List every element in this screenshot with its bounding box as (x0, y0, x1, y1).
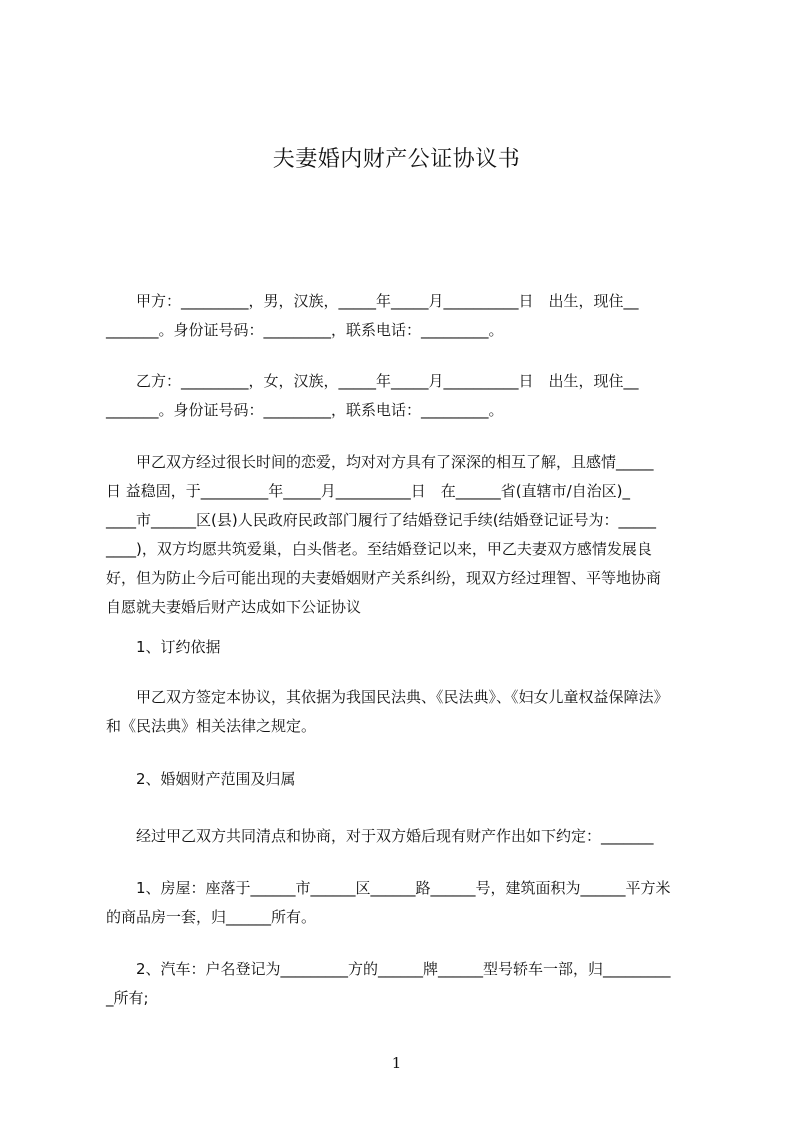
intro-line-3: ____市______区(县)人民政府民政部门履行了结婚登记手续(结婚登记证号为：_____ (106, 511, 657, 529)
section-2-intro: 经过甲乙双方共同清点和协商，对于双方婚后现有财产作出如下约定：_______ (136, 827, 654, 845)
section-1-heading: 1、订约依据 (136, 638, 221, 656)
party-b-line-2: _______。身份证号码：_________，联系电话：_________。 (106, 401, 504, 419)
item-car-line-1: 2、汽车：户名登记为_________方的______牌______型号轿车一部，归_________ (136, 960, 671, 978)
document-title: 夫妻婚内财产公证协议书 (272, 147, 521, 172)
section-1-line-1: 甲乙双方签定本协议，其依据为我国民法典、《民法典》、《妇女儿童权益保障法》 (136, 688, 669, 706)
party-a-line-1: 甲方：_________，男，汉族，_____年_____月__________日 出生，现住__ (136, 292, 639, 310)
party-b-line-1: 乙方：_________，女，汉族，_____年_____月__________日 出生，现住__ (136, 372, 639, 390)
party-b-paragraph (106, 367, 702, 425)
page-number: 1 (391, 1054, 402, 1072)
item-car (106, 955, 702, 1013)
intro-paragraph (106, 448, 702, 622)
intro-line-6: 自愿就夫妻婚后财产达成如下公证协议 (106, 598, 362, 616)
party-a-line-2: _______。身份证号码：_________，联系电话：_________。 (106, 321, 504, 339)
party-a-paragraph (106, 287, 702, 345)
item-house-line-1: 1、房屋：座落于______市______区______路______号，建筑面积为______平方米 (136, 879, 671, 897)
item-car-line-2: _所有; (106, 989, 149, 1007)
section-1-body (106, 683, 702, 741)
item-house (106, 874, 702, 932)
item-house-line-2: 的商品房一套，归______所有。 (106, 908, 317, 926)
intro-line-1: 甲乙双方经过很长时间的恋爱，均对对方具有了深深的相互了解，且感情_____ (136, 453, 654, 471)
intro-line-5: 好，但为防止今后可能出现的夫妻婚姻财产关系纠纷，现双方经过理智、平等地协商 (106, 569, 662, 587)
section-1-line-2: 和《民法典》相关法律之规定。 (106, 717, 317, 735)
intro-line-2: 日 益稳固，于_________年_____月__________日 在______省(直辖市/自治区)_ (106, 482, 631, 500)
intro-line-4: ____)，双方均愿共筑爱巢，白头偕老。至结婚登记以来，甲乙夫妻双方感情发展良 (106, 540, 652, 558)
section-2-heading: 2、婚姻财产范围及归属 (136, 770, 296, 788)
